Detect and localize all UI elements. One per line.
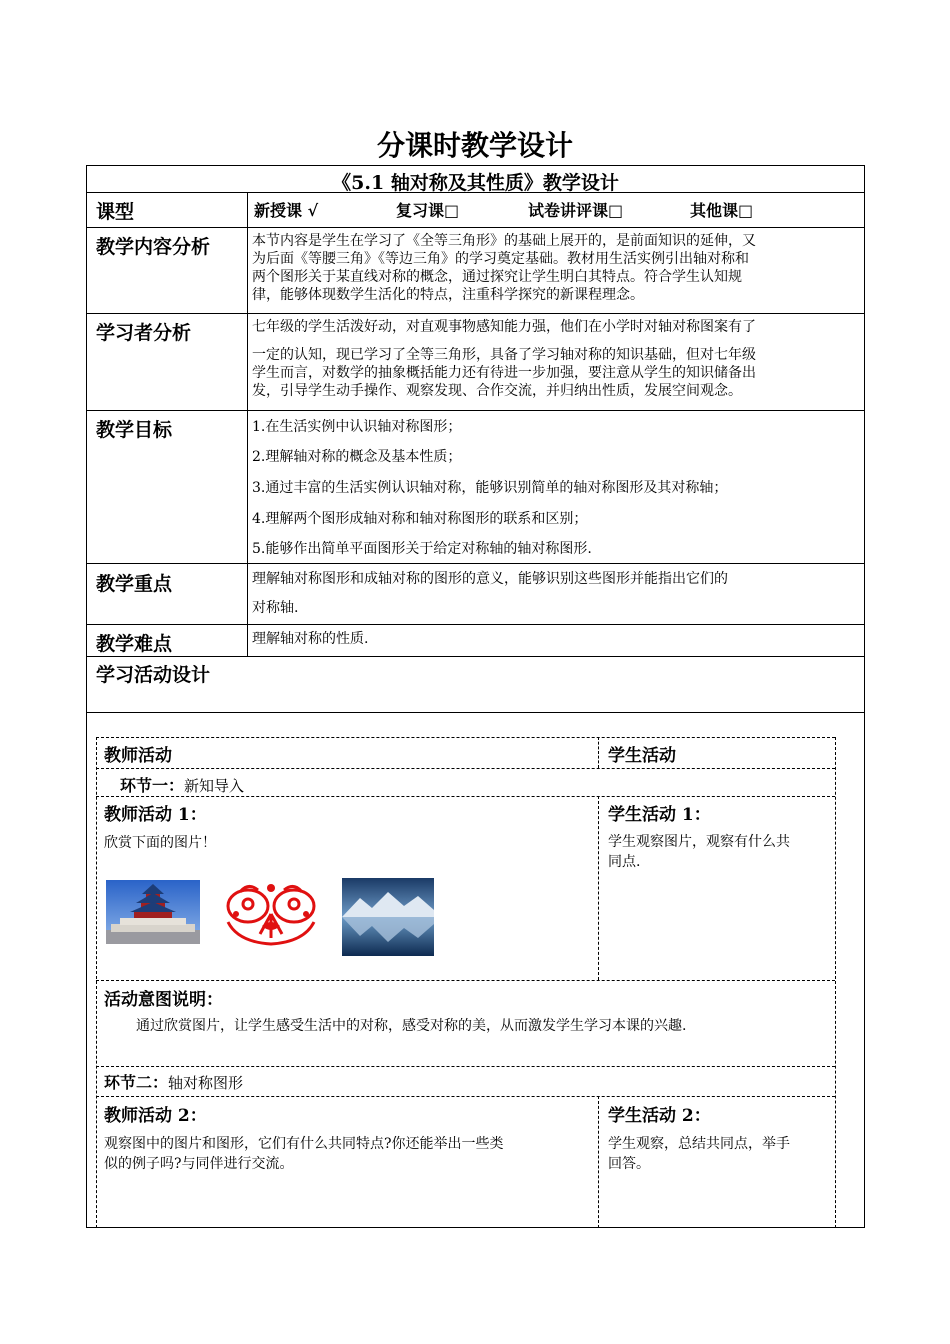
row-divider [86,624,865,625]
content-analysis-label: 教学内容分析 [96,236,211,258]
student-activity-2-text [608,1134,790,1174]
dashed-divider [598,737,599,768]
text-line: 本节内容是学生在学习了《全等三角形》的基础上展开的，是前面知识的延伸，又 [252,233,756,249]
difficulties-text: 理解轴对称的性质. [252,631,369,647]
dashed-border [96,737,97,1228]
student-activity-1-text [608,832,790,872]
student-activity-2-label: 学生活动 2： [608,1106,711,1126]
text-line: 似的例子吗?与同伴进行交流。 [104,1156,294,1172]
text-line: 两个图形关于某直线对称的概念，通过探究让学生明白其特点。符合学生认知规 [252,269,742,285]
row-divider [86,563,865,564]
key-points-label: 教学重点 [96,573,173,595]
text-line: 一定的认知，现已学习了全等三角形，具备了学习轴对称的知识基础，但对七年级 [252,347,756,363]
text-line: 七年级的学生活泼好动，对直观事物感知能力强，他们在小学时对轴对称图案有了 [252,319,756,335]
learner-analysis-text [252,318,862,400]
row-divider [86,227,865,228]
lesson-title: 《5.1 轴对称及其性质》教学设计 [332,172,619,194]
temple-of-heaven-photo [106,880,200,944]
course-type-new: 新授课 √ [254,201,319,220]
student-activity-1-label: 学生活动 1： [608,805,711,825]
course-type-exam-review: 试卷讲评课□ [528,201,624,220]
dashed-rule [96,1096,835,1097]
text-line: 学生而言，对数学的抽象概括能力还有待进一步加强，要注意从学生的知识储备出 [252,365,756,381]
row-divider [86,712,865,713]
teacher-activity-2-text [104,1134,504,1174]
objective-item: 5.能够作出简单平面图形关于给定对称轴的轴对称图形. [252,541,592,557]
content-analysis-text [252,232,862,304]
teacher-activity-2-label: 教师活动 2： [104,1106,207,1126]
paper-cut-fish-pattern [218,878,324,950]
text-line: 律，能够体现数学生活化的特点，注重科学探究的新课程理念。 [252,287,644,303]
dashed-rule [96,980,835,981]
objective-item: 4.理解两个图形成轴对称和轴对称图形的联系和区别； [252,511,588,527]
dashed-divider [598,796,599,980]
teacher-activity-1-label: 教师活动 1： [104,805,207,825]
activity-intent-label: 活动意图说明： [104,990,223,1010]
dashed-rule [96,737,835,738]
text-line: 学生观察图片，观察有什么共 [608,834,790,850]
objectives-label: 教学目标 [96,419,173,441]
page-title: 分课时教学设计 [376,129,573,162]
text-line: 同点. [608,854,641,870]
course-type-review: 复习课□ [396,201,460,220]
key-points-line: 对称轴. [252,600,299,616]
activity-design-label: 学习活动设计 [96,664,211,686]
text-line: 观察图中的图片和图形，它们有什么共同特点?你还能举出一些类 [104,1136,504,1152]
dashed-rule [96,1066,835,1067]
section-one [120,773,244,796]
text-line: 回答。 [608,1156,650,1172]
column-divider [247,192,248,656]
student-activity-header: 学生活动 [608,746,676,766]
teacher-activity-1-text: 欣赏下面的图片！ [104,835,216,851]
key-points-line: 理解轴对称图形和成轴对称的图形的意义，能够识别这些图形并能指出它们的 [252,571,728,587]
dashed-divider [598,1096,599,1228]
difficulties-label: 教学难点 [96,633,173,655]
text-line: 为后面《等腰三角》《等边三角》的学习奠定基础。教材用生活实例引出轴对称和 [252,251,749,267]
objective-item: 3.通过丰富的生活实例认识轴对称，能够识别简单的轴对称图形及其对称轴； [252,480,728,496]
course-type-other: 其他课□ [690,201,754,220]
objective-item: 1.在生活实例中认识轴对称图形； [252,419,462,435]
section-one-name: 新知导入 [184,777,245,795]
dashed-rule [96,768,835,769]
course-type-label: 课型 [96,201,135,223]
row-divider [86,410,865,411]
row-divider [86,656,865,657]
text-line: 发，引导学生动手操作、观察发现、合作交流，并归纳出性质，发展空间观念。 [252,383,742,399]
section-one-prefix: 环节一： [120,776,185,795]
section-two [104,1070,243,1093]
dashed-border [835,737,836,1228]
learner-analysis-label: 学习者分析 [96,322,192,344]
objective-item: 2.理解轴对称的概念及基本性质； [252,449,462,465]
text-line: 学生观察，总结共同点，举手 [608,1136,790,1152]
teacher-activity-header: 教师活动 [104,746,172,766]
section-two-prefix: 环节二： [104,1073,169,1092]
mountain-lake-reflection-photo [342,878,434,956]
row-divider [86,313,865,314]
activity-intent-text: 通过欣赏图片，让学生感受生活中的对称，感受对称的美，从而激发学生学习本课的兴趣. [136,1018,687,1034]
section-two-name: 轴对称图形 [168,1074,244,1092]
dashed-rule [96,796,835,797]
